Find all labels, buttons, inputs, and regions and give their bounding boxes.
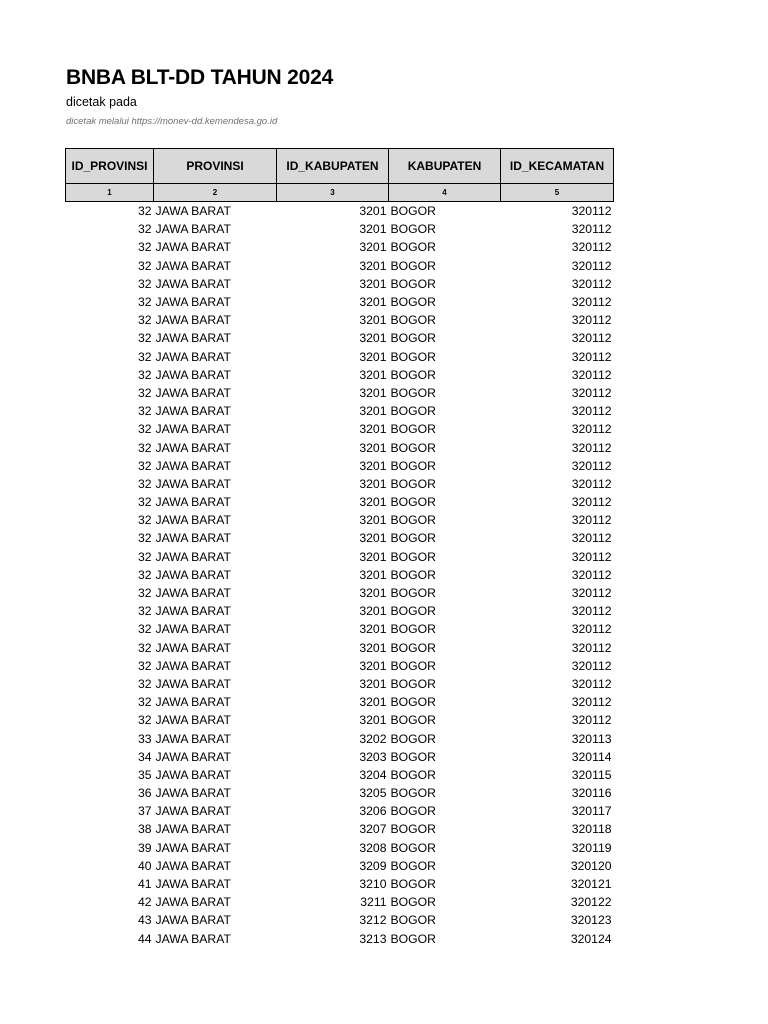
table-row [66,384,614,402]
cell-id-kabupaten: 3202 [359,731,387,746]
column-number-row [66,184,614,202]
cell-id-provinsi: 32 [137,240,152,255]
cell-kabupaten: BOGOR [390,567,436,582]
cell-provinsi: JAWA BARAT [155,731,231,746]
table-row [66,275,614,293]
cell-provinsi: JAWA BARAT [155,204,231,219]
cell-kabupaten: BOGOR [390,676,436,691]
cell-id-kecamatan: 320112 [571,404,612,419]
table-row [66,930,614,948]
cell-provinsi: JAWA BARAT [155,422,231,437]
cell-id-provinsi: 43 [137,913,152,928]
cell-id-kecamatan: 320112 [571,531,612,546]
cell-id-kabupaten: 3201 [359,258,387,273]
cell-id-provinsi: 32 [137,676,152,691]
table-row [66,893,614,911]
table-row [66,529,614,547]
cell-id-kecamatan: 320112 [571,240,612,255]
table-row [66,457,614,475]
cell-kabupaten: BOGOR [390,840,436,855]
table-row [66,511,614,529]
cell-provinsi: JAWA BARAT [155,858,231,873]
cell-id-kecamatan: 320112 [571,476,612,491]
table-body [66,202,614,948]
cell-provinsi: JAWA BARAT [155,586,231,601]
cell-id-provinsi: 32 [137,404,152,419]
cell-provinsi: JAWA BARAT [155,385,231,400]
cell-id-provinsi: 32 [137,295,152,310]
cell-id-provinsi: 32 [137,658,152,673]
cell-id-kabupaten: 3210 [359,877,387,892]
cell-id-provinsi: 32 [137,222,152,237]
table-row [66,639,614,657]
cell-id-kecamatan: 320112 [571,713,612,728]
cell-kabupaten: BOGOR [390,295,436,310]
cell-id-provinsi: 39 [137,840,152,855]
cell-provinsi: JAWA BARAT [155,495,231,510]
cell-id-kabupaten: 3206 [359,804,387,819]
cell-kabupaten: BOGOR [390,313,436,328]
cell-id-kecamatan: 320112 [571,622,612,637]
cell-provinsi: JAWA BARAT [155,513,231,528]
cell-kabupaten: BOGOR [390,476,436,491]
cell-kabupaten: BOGOR [390,258,436,273]
cell-id-kecamatan: 320112 [571,458,612,473]
table-row [66,766,614,784]
cell-kabupaten: BOGOR [390,913,436,928]
table-row [66,366,614,384]
table-row [66,620,614,638]
cell-provinsi: JAWA BARAT [155,604,231,619]
cell-id-kabupaten: 3201 [359,658,387,673]
cell-id-kecamatan: 320114 [571,749,612,764]
cell-provinsi: JAWA BARAT [155,622,231,637]
cell-id-kecamatan: 320112 [571,349,612,364]
cell-id-provinsi: 32 [137,258,152,273]
cell-id-kecamatan: 320112 [571,367,612,382]
cell-id-kabupaten: 3208 [359,840,387,855]
table-row [66,293,614,311]
cell-kabupaten: BOGOR [390,749,436,764]
cell-provinsi: JAWA BARAT [155,476,231,491]
cell-id-kecamatan: 320116 [571,786,612,801]
cell-kabupaten: BOGOR [390,404,436,419]
cell-provinsi: JAWA BARAT [155,349,231,364]
cell-kabupaten: BOGOR [390,367,436,382]
cell-id-kecamatan: 320112 [571,676,612,691]
table-row [66,748,614,766]
table-row [66,675,614,693]
cell-provinsi: JAWA BARAT [155,749,231,764]
table-header [66,149,614,202]
cell-id-provinsi: 35 [137,767,152,782]
cell-id-kecamatan: 320112 [571,258,612,273]
cell-kabupaten: BOGOR [390,385,436,400]
cell-provinsi: JAWA BARAT [155,331,231,346]
cell-id-provinsi: 32 [137,276,152,291]
cell-id-kecamatan: 320112 [571,276,612,291]
document-title: BNBA BLT-DD TAHUN 2024 [66,66,334,89]
cell-id-provinsi: 32 [137,604,152,619]
cell-kabupaten: BOGOR [390,622,436,637]
table-row [66,493,614,511]
cell-kabupaten: BOGOR [390,640,436,655]
cell-kabupaten: BOGOR [390,349,436,364]
cell-id-kabupaten: 3201 [359,313,387,328]
cell-id-kecamatan: 320112 [571,495,612,510]
cell-id-kecamatan: 320124 [570,931,612,946]
cell-id-kabupaten: 3201 [359,422,387,437]
cell-id-provinsi: 41 [137,877,152,892]
cell-id-kecamatan: 320123 [570,913,612,928]
cell-kabupaten: BOGOR [390,731,436,746]
table-row [66,475,614,493]
cell-id-provinsi: 40 [137,858,152,873]
cell-id-kecamatan: 320112 [571,640,612,655]
cell-id-kabupaten: 3201 [359,604,387,619]
cell-id-kabupaten: 3201 [359,676,387,691]
cell-provinsi: JAWA BARAT [155,822,231,837]
cell-provinsi: JAWA BARAT [155,367,231,382]
cell-provinsi: JAWA BARAT [155,676,231,691]
header-id-kecamatan: ID_KECAMATAN [501,149,614,184]
cell-id-kecamatan: 320112 [571,549,612,564]
cell-kabupaten: BOGOR [390,586,436,601]
cell-id-provinsi: 36 [137,786,152,801]
cell-provinsi: JAWA BARAT [155,567,231,582]
cell-kabupaten: BOGOR [390,240,436,255]
cell-kabupaten: BOGOR [390,822,436,837]
cell-id-kabupaten: 3201 [359,531,387,546]
cell-kabupaten: BOGOR [390,658,436,673]
cell-kabupaten: BOGOR [390,204,436,219]
cell-id-provinsi: 32 [137,367,152,382]
cell-kabupaten: BOGOR [390,440,436,455]
cell-id-provinsi: 32 [137,495,152,510]
table-row [66,566,614,584]
cell-kabupaten: BOGOR [390,222,436,237]
cell-id-kabupaten: 3201 [359,240,387,255]
cell-id-provinsi: 33 [137,731,152,746]
cell-id-kabupaten: 3201 [359,622,387,637]
cell-provinsi: JAWA BARAT [155,640,231,655]
table-row [66,784,614,802]
cell-provinsi: JAWA BARAT [155,240,231,255]
cell-id-kecamatan: 320122 [570,895,612,910]
table-row [66,729,614,747]
cell-id-kabupaten: 3201 [359,404,387,419]
cell-id-provinsi: 32 [137,567,152,582]
cell-id-kabupaten: 3201 [359,349,387,364]
cell-kabupaten: BOGOR [390,331,436,346]
cell-id-provinsi: 32 [137,422,152,437]
cell-kabupaten: BOGOR [390,858,436,873]
cell-id-kabupaten: 3201 [359,513,387,528]
cell-provinsi: JAWA BARAT [155,877,231,892]
cell-provinsi: JAWA BARAT [155,913,231,928]
cell-id-kecamatan: 320112 [571,313,612,328]
cell-id-provinsi: 32 [137,331,152,346]
cell-provinsi: JAWA BARAT [155,295,231,310]
cell-provinsi: JAWA BARAT [155,658,231,673]
table-row [66,802,614,820]
cell-id-kabupaten: 3201 [359,295,387,310]
cell-provinsi: JAWA BARAT [155,531,231,546]
cell-id-provinsi: 42 [137,895,152,910]
table-row [66,220,614,238]
cell-id-kabupaten: 3201 [359,222,387,237]
cell-kabupaten: BOGOR [390,495,436,510]
cell-id-kabupaten: 3201 [359,713,387,728]
cell-id-kecamatan: 320118 [571,822,612,837]
cell-id-kecamatan: 320112 [571,586,612,601]
table-row [66,911,614,929]
cell-id-kecamatan: 320113 [571,731,612,746]
cell-kabupaten: BOGOR [390,549,436,564]
cell-id-kecamatan: 320112 [571,567,612,582]
cell-provinsi: JAWA BARAT [155,276,231,291]
table-row [66,657,614,675]
cell-id-kabupaten: 3204 [359,767,387,782]
cell-id-kabupaten: 3201 [359,586,387,601]
table-row [66,329,614,347]
table-row [66,857,614,875]
cell-id-provinsi: 37 [137,804,152,819]
cell-id-provinsi: 32 [137,204,152,219]
cell-kabupaten: BOGOR [390,786,436,801]
cell-id-kecamatan: 320112 [571,422,612,437]
cell-id-kabupaten: 3203 [359,749,387,764]
cell-id-provinsi: 32 [137,385,152,400]
table-row [66,402,614,420]
cell-id-provinsi: 32 [137,531,152,546]
cell-provinsi: JAWA BARAT [155,440,231,455]
cell-kabupaten: BOGOR [390,458,436,473]
cell-kabupaten: BOGOR [390,895,436,910]
cell-kabupaten: BOGOR [390,276,436,291]
cell-id-kabupaten: 3201 [359,458,387,473]
cell-id-kabupaten: 3211 [360,895,387,910]
cell-id-provinsi: 32 [137,458,152,473]
cell-provinsi: JAWA BARAT [155,767,231,782]
cell-id-kecamatan: 320117 [571,804,612,819]
cell-id-kecamatan: 320121 [570,877,612,892]
header-provinsi: PROVINSI [154,149,277,184]
cell-provinsi: JAWA BARAT [155,804,231,819]
table-row [66,438,614,456]
cell-kabupaten: BOGOR [390,877,436,892]
table-row [66,875,614,893]
cell-id-kecamatan: 320112 [571,658,612,673]
cell-provinsi: JAWA BARAT [155,313,231,328]
column-number: 4 [389,184,501,202]
cell-id-kabupaten: 3207 [359,822,387,837]
data-table [65,148,614,948]
column-number: 2 [154,184,277,202]
table-row [66,693,614,711]
table-row [66,257,614,275]
cell-id-provinsi: 32 [137,586,152,601]
cell-id-kabupaten: 3201 [359,367,387,382]
printed-label: dicetak pada [66,95,137,109]
cell-id-kecamatan: 320112 [571,695,612,710]
cell-kabupaten: BOGOR [390,713,436,728]
cell-provinsi: JAWA BARAT [155,404,231,419]
cell-provinsi: JAWA BARAT [155,258,231,273]
cell-id-kabupaten: 3209 [359,858,387,873]
cell-provinsi: JAWA BARAT [155,713,231,728]
cell-id-kecamatan: 320112 [571,222,612,237]
cell-kabupaten: BOGOR [390,767,436,782]
column-number: 5 [501,184,614,202]
cell-kabupaten: BOGOR [390,804,436,819]
cell-kabupaten: BOGOR [390,422,436,437]
cell-id-kecamatan: 320112 [571,331,612,346]
cell-id-kecamatan: 320119 [571,840,612,855]
cell-id-provinsi: 32 [137,622,152,637]
column-number: 3 [277,184,389,202]
table-row [66,420,614,438]
cell-id-kabupaten: 3212 [359,913,387,928]
table-row [66,348,614,366]
cell-id-kabupaten: 3205 [359,786,387,801]
cell-id-provinsi: 32 [137,440,152,455]
cell-id-provinsi: 32 [137,640,152,655]
cell-id-provinsi: 34 [137,749,152,764]
cell-id-provinsi: 38 [137,822,152,837]
cell-id-kabupaten: 3201 [359,440,387,455]
cell-id-kabupaten: 3201 [359,385,387,400]
table-row [66,839,614,857]
cell-id-kecamatan: 320112 [571,440,612,455]
header-kabupaten: KABUPATEN [389,149,501,184]
cell-id-provinsi: 32 [137,513,152,528]
table-row [66,820,614,838]
cell-id-kabupaten: 3201 [359,549,387,564]
cell-id-kecamatan: 320120 [570,858,612,873]
cell-id-kecamatan: 320112 [571,295,612,310]
cell-id-kabupaten: 3201 [359,204,387,219]
table-row [66,202,614,221]
table-row [66,584,614,602]
header-id-kabupaten: ID_KABUPATEN [277,149,389,184]
cell-id-kecamatan: 320112 [571,513,612,528]
table-row [66,711,614,729]
cell-kabupaten: BOGOR [390,531,436,546]
cell-id-kabupaten: 3201 [359,276,387,291]
cell-id-provinsi: 32 [137,695,152,710]
cell-id-kabupaten: 3201 [359,695,387,710]
cell-id-kabupaten: 3201 [359,331,387,346]
cell-id-kabupaten: 3201 [359,476,387,491]
cell-id-kabupaten: 3201 [359,640,387,655]
cell-provinsi: JAWA BARAT [155,549,231,564]
cell-provinsi: JAWA BARAT [155,786,231,801]
cell-kabupaten: BOGOR [390,695,436,710]
cell-id-kabupaten: 3201 [359,567,387,582]
cell-provinsi: JAWA BARAT [155,840,231,855]
cell-id-provinsi: 32 [137,713,152,728]
cell-id-kecamatan: 320112 [571,385,612,400]
cell-id-kecamatan: 320112 [571,604,612,619]
cell-id-provinsi: 44 [137,931,152,946]
cell-provinsi: JAWA BARAT [155,222,231,237]
header-row [66,149,614,184]
cell-provinsi: JAWA BARAT [155,458,231,473]
source-note: dicetak melalui https://monev-dd.kemendesa.go.id [66,116,278,127]
cell-id-kecamatan: 320112 [571,204,612,219]
column-number: 1 [66,184,154,202]
cell-kabupaten: BOGOR [390,513,436,528]
cell-id-kecamatan: 320115 [571,767,612,782]
cell-id-provinsi: 32 [137,549,152,564]
table-row [66,602,614,620]
cell-id-kabupaten: 3201 [359,495,387,510]
table-row [66,548,614,566]
cell-id-provinsi: 32 [137,476,152,491]
table-row [66,311,614,329]
cell-id-provinsi: 32 [137,349,152,364]
cell-provinsi: JAWA BARAT [155,695,231,710]
cell-kabupaten: BOGOR [390,931,436,946]
cell-kabupaten: BOGOR [390,604,436,619]
cell-id-kabupaten: 3213 [359,931,387,946]
cell-provinsi: JAWA BARAT [155,895,231,910]
table-row [66,238,614,256]
cell-provinsi: JAWA BARAT [155,931,231,946]
cell-id-provinsi: 32 [137,313,152,328]
header-id-provinsi: ID_PROVINSI [66,149,154,184]
